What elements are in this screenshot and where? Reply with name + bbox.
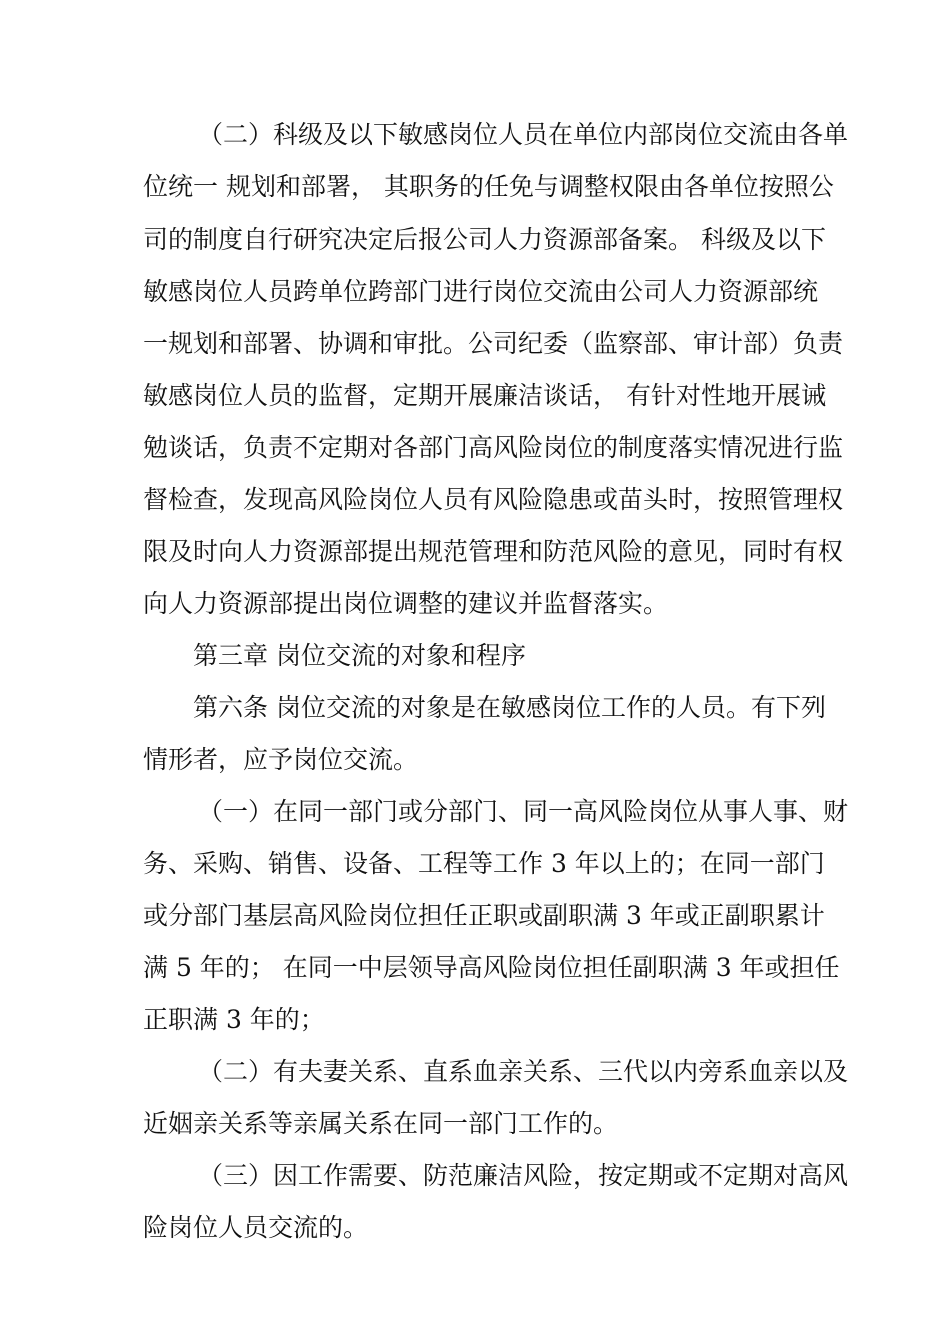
text-line: 向人力资源部提出岗位调整的建议并监督落实。 (143, 589, 669, 618)
text-line: 敏感岗位人员的监督，定期开展廉洁谈话， 有针对性地开展诫 (143, 381, 826, 410)
text-line: 正职满 3 年的； (143, 1005, 325, 1034)
text-line: （二）科级及以下敏感岗位人员在单位内部岗位交流由各单 (198, 120, 849, 149)
text-line: 近姻亲关系等亲属关系在同一部门工作的。 (143, 1109, 619, 1138)
text-line: 勉谈话，负责不定期对各部门高风险岗位的制度落实情况进行监 (143, 433, 844, 462)
text-line: （二）有夫妻关系、直系血亲关系、三代以内旁系血亲以及 (198, 1057, 849, 1086)
text-line: 险岗位人员交流的。 (143, 1213, 369, 1242)
text-line: （三）因工作需要、防范廉洁风险，按定期或不定期对高风 (198, 1161, 849, 1190)
chapter-heading: 第三章 岗位交流的对象和程序 (193, 641, 526, 670)
article-heading-line: 第六条 岗位交流的对象是在敏感岗位工作的人员。有下列 (193, 693, 826, 722)
text-line: （一）在同一部门或分部门、同一高风险岗位从事人事、财 (198, 797, 849, 826)
text-line: 满 5 年的； 在同一中层领导高风险岗位担任副职满 3 年或担任 (143, 953, 840, 982)
text-line: 限及时向人力资源部提出规范管理和防范风险的意见，同时有权 (143, 537, 844, 566)
text-line: 督检查，发现高风险岗位人员有风险隐患或苗头时，按照管理权 (143, 485, 844, 514)
text-line: 情形者，应予岗位交流。 (143, 745, 419, 774)
text-line: 或分部门基层高风险岗位担任正职或副职满 3 年或正副职累计 (143, 901, 825, 930)
text-line: 敏感岗位人员跨单位跨部门进行岗位交流由公司人力资源部统 (143, 277, 819, 306)
text-line: 一规划和部署、协调和审批。公司纪委（监察部、审计部）负责 (143, 329, 844, 358)
text-line: 司的制度自行研究决定后报公司人力资源部备案。 科级及以下 (143, 225, 826, 254)
text-line: 位统一 规划和部署， 其职务的任免与调整权限由各单位按照公 (143, 172, 834, 201)
text-line: 务、采购、销售、设备、工程等工作 3 年以上的；在同一部门 (143, 849, 825, 878)
